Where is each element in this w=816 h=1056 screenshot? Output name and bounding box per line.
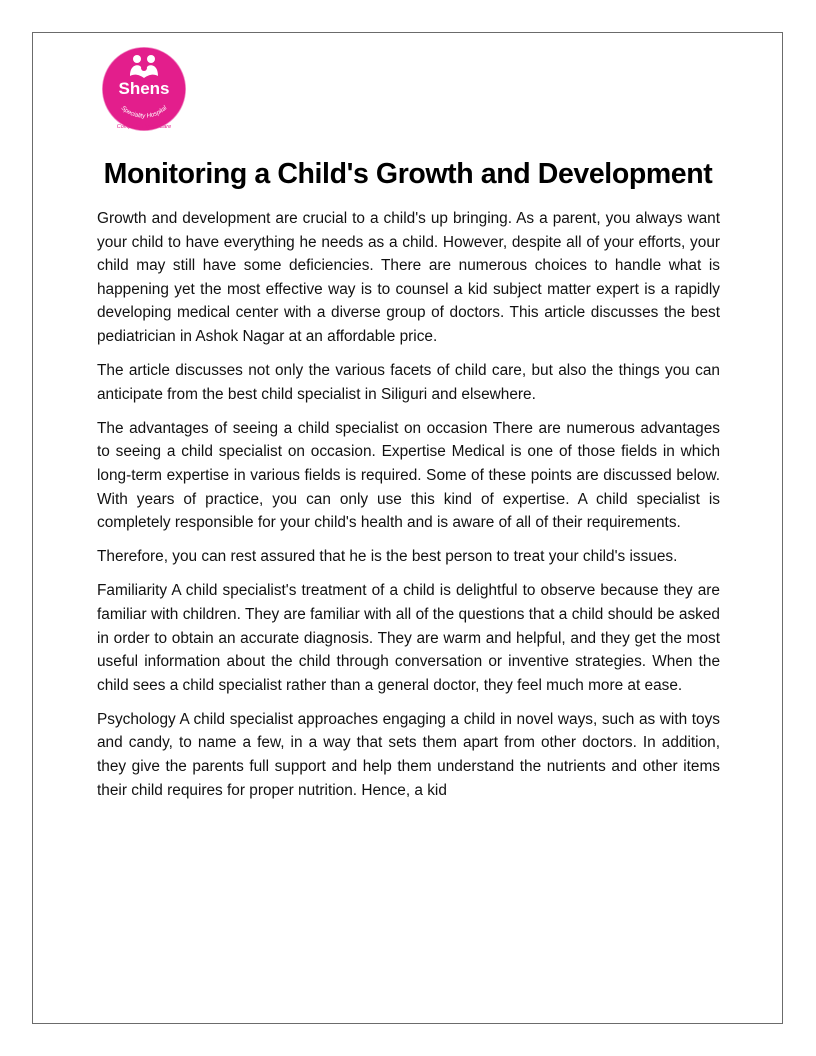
- paragraph: Familiarity A child specialist's treatment of a child is delightful to observe because they are familiar with children. They are familiar with all of the questions that a child should be asked in order to obtain an accurate diagnosis. They are warm and helpful, and they get the most useful information about the child through conversation or inventive strategies. When the child sees a child specialist rather than a general doctor, they feel much more at ease.: [97, 582, 720, 694]
- article-body: [97, 207, 720, 813]
- shens-logo-icon: [99, 44, 189, 134]
- brand-tagline-upper: Speciality Hospital: [119, 104, 169, 120]
- shens-logo: [99, 44, 189, 134]
- paragraph: The article discusses not only the various facets of child care, but also the things you can anticipate from the best child specialist in Siliguri and elsewhere.: [97, 362, 720, 403]
- paragraph: Therefore, you can rest assured that he is the best person to treat your child's issues.: [97, 548, 678, 566]
- brand-tagline-lower: Complete Health Care: [116, 124, 172, 130]
- paragraph: Psychology A child specialist approaches engaging a child in novel ways, such as with toys and candy, to name a few, in a way that sets them apart from other doctors. In addition, they give the parents full support and help them understand the nutrients and other items their child requires for proper nutrition. Hence, a kid: [97, 710, 720, 799]
- page-title: Monitoring a Child's Growth and Development: [103, 158, 713, 190]
- brand-name: Shens: [118, 79, 170, 98]
- paragraph: Growth and development are crucial to a child's up bringing. As a parent, you always want your child to have everything he needs as a child. However, despite all of your efforts, your child may still have some deficiencies. There are numerous choices to handle what is happening yet the most effective way is to counsel a kid subject matter expert is a rapidly developing medical center with a diverse group of doctors. This article discusses the best pediatrician in Ashok Nagar at an affordable price.: [97, 210, 720, 345]
- paragraph: The advantages of seeing a child specialist on occasion There are numerous advantages to seeing a child specialist on occasion. Expertise Medical is one of those fields in which long-term expertise in various fields is required. Some of these points are discussed below. With years of practice, you can only use this kind of expertise. A child specialist is completely responsible for your child's health and is aware of all of their requirements.: [97, 419, 720, 532]
